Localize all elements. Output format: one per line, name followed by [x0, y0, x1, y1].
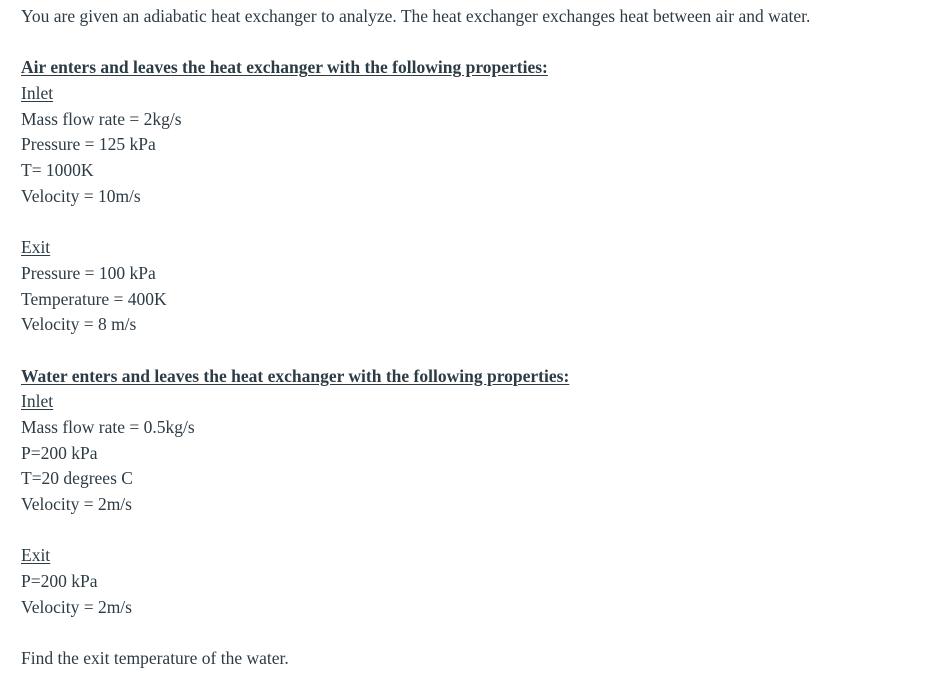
water-inlet-pressure: P=200 kPa [21, 442, 98, 463]
water-inlet-velocity: Velocity = 2m/s [21, 494, 132, 515]
water-heading: Water enters and leaves the heat exchanger with the following properties: [21, 365, 570, 386]
air-inlet-temperature: T= 1000K [21, 160, 94, 181]
spacer [21, 338, 921, 364]
problem-text [21, 4, 921, 672]
spacer [21, 210, 921, 236]
air-heading: Air enters and leaves the heat exchanger with the following properties: [21, 57, 548, 78]
air-exit-velocity: Velocity = 8 m/s [21, 314, 137, 335]
water-exit-pressure: P=200 kPa [21, 571, 98, 592]
intro-text: You are given an adiabatic heat exchanger to analyze. The heat exchanger exchanges heat between air and water. [21, 6, 811, 26]
water-exit-velocity: Velocity = 2m/s [21, 596, 132, 617]
spacer [21, 621, 921, 647]
water-inlet-temperature: T=20 degrees C [21, 468, 133, 489]
water-exit-label: Exit [21, 545, 51, 566]
spacer [21, 30, 921, 56]
air-inlet-label: Inlet [21, 83, 54, 104]
water-inlet-mass-flow: Mass flow rate = 0.5kg/s [21, 417, 195, 437]
air-exit-pressure: Pressure = 100 kPa [21, 262, 156, 283]
question-text: Find the exit temperature of the water. [21, 648, 289, 669]
air-inlet-velocity: Velocity = 10m/s [21, 185, 141, 206]
air-inlet-mass-flow: Mass flow rate = 2kg/s [21, 108, 182, 129]
water-inlet-label: Inlet [21, 391, 54, 412]
air-inlet-pressure: Pressure = 125 kPa [21, 134, 156, 155]
air-exit-label: Exit [21, 237, 51, 258]
air-exit-temperature: Temperature = 400K [21, 288, 167, 309]
spacer [21, 518, 921, 544]
